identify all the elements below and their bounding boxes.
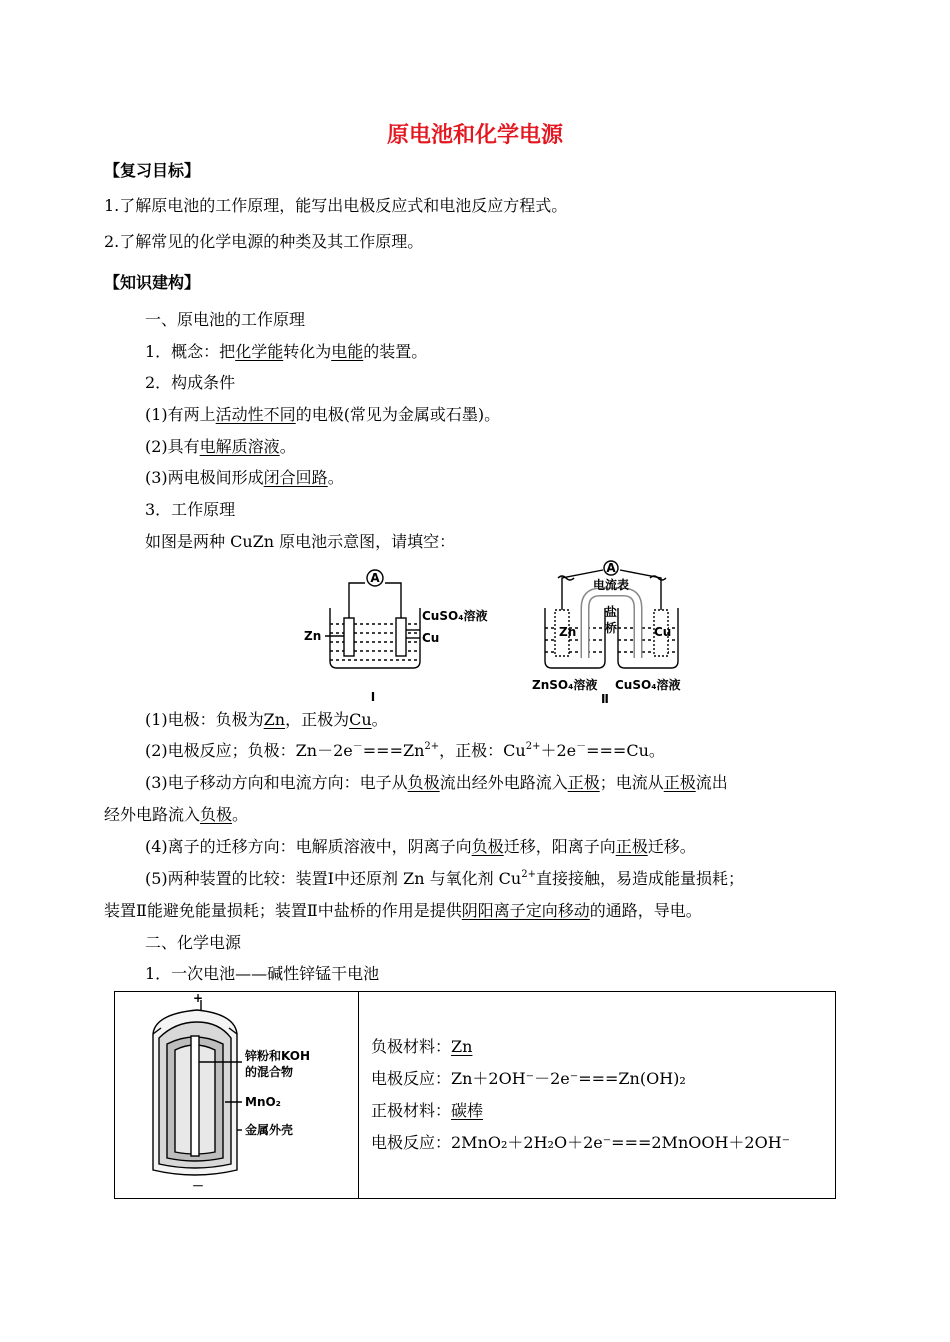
ammeter-label-I: A [370, 571, 380, 585]
cuso4-label-II: CuSO₄溶液 [615, 678, 681, 692]
review-goals-header: 【复习目标】 [104, 161, 201, 180]
compare-line-1: (5)两种装置的比较：装置Ⅰ中还原剂 Zn 与氧化剂 $Cu^{2+}$直接接触，易造成能量损耗； [145, 869, 744, 888]
znso4-label-II: ZnSO₄溶液 [532, 678, 598, 692]
figure-intro: 如图是两种 CuZn 原电池示意图，请填空： [145, 532, 456, 551]
battery-figure-cell [115, 992, 359, 1199]
zn-label-I: Zn [304, 629, 322, 643]
galvanic-cells-figure [300, 558, 700, 706]
review-goal-2: 2.了解常见的化学电源的种类及其工作原理。 [104, 232, 424, 251]
neg-material-line: 负极材料：Zn [371, 1037, 473, 1056]
principle-heading: 3．工作原理 [145, 500, 236, 519]
knowledge-header: 【知识建构】 [104, 273, 201, 292]
zinc-powder-label-1: 锌粉和KOH [245, 1049, 311, 1063]
conditions-heading: 2．构成条件 [145, 373, 236, 392]
cell-II-label: Ⅱ [601, 692, 609, 706]
salt-bridge-label-1: 盐 [604, 605, 618, 619]
ammeter-text-label: 电流表 [592, 578, 630, 592]
condition-2: (2)具有电解质溶液。 [145, 437, 296, 456]
battery-table [114, 991, 836, 1199]
cuso4-label-I: CuSO₄溶液 [422, 609, 488, 623]
review-goal-1: 1.了解原电池的工作原理，能写出电极反应式和电池反应方程式。 [104, 196, 568, 215]
salt-bridge-label-2: 桥 [604, 621, 618, 635]
metal-case-label: 金属外壳 [245, 1123, 294, 1137]
cell-I-label: I [370, 690, 376, 704]
pos-material-line: 正极材料：碳棒 [371, 1101, 484, 1120]
cu-label-II: Cu [654, 625, 672, 639]
electrode-line: (1)电极：负极为Zn，正极为Cu。 [145, 710, 388, 729]
cu-label-I: Cu [422, 631, 440, 645]
primary-battery-heading: 1．一次电池——碱性锌锰干电池 [145, 964, 380, 983]
zinc-powder-label-2: 的混合物 [245, 1065, 294, 1079]
part2-heading: 二、化学电源 [145, 933, 242, 952]
pos-reaction-line: 电极反应：2MnO₂＋2H₂O＋2e⁻===2MnOOH＋2OH⁻ [371, 1133, 791, 1152]
ion-migration-line: (4)离子的迁移方向：电解质溶液中，阴离子向负极迁移，阳离子向正极迁移。 [145, 837, 696, 856]
condition-1: (1)有两上活动性不同的电极(常见为金属或石墨)。 [145, 405, 501, 424]
battery-info-cell [359, 992, 836, 1199]
direction-line-2: 经外电路流入负极。 [104, 805, 249, 824]
alkaline-battery-figure [115, 992, 358, 1194]
concept-line: 1．概念：把化学能转化为电能的装置。 [145, 342, 428, 361]
reaction-line: (2)电极反应；负极：$Zn-2e^-===Zn^{2+}$，正极：$Cu^{2+}+2e^-===Cu$。 [145, 741, 665, 760]
ammeter-label-II: A [606, 561, 616, 575]
battery-plus-label: + [192, 992, 204, 1005]
battery-minus-label: － [191, 1179, 205, 1193]
direction-line-1: (3)电子移动方向和电流方向：电子从负极流出经外电路流入正极；电流从正极流出 [145, 773, 728, 792]
mno2-label: MnO₂ [245, 1095, 281, 1109]
neg-reaction-line: 电极反应：Zn＋2OH⁻－2e⁻===Zn(OH)₂ [371, 1069, 686, 1088]
zn-label-II: Zn [559, 625, 577, 639]
compare-line-2: 装置Ⅱ能避免能量损耗；装置Ⅱ中盐桥的作用是提供阴阳离子定向移动的通路，导电。 [104, 901, 702, 920]
part1-heading: 一、原电池的工作原理 [145, 310, 306, 329]
condition-3: (3)两电极间形成闭合回路。 [145, 468, 344, 487]
page-title: 原电池和化学电源 [386, 122, 563, 148]
